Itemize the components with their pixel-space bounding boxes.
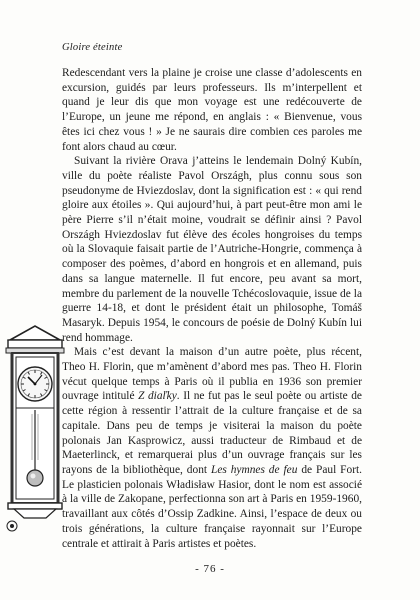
- page-number: - 76 -: [195, 563, 225, 575]
- paragraph-3-text-b: . Il ne fut pas le seul poète ou artiste de cette région à ressentir l’attrait de la culture française et de sa capitale. Dans peu de temps je visiterai la maison du poète polonais Jan Kasprowicz, aussi traducteur de Rimbaud et de Maeterlinck, et remarquerai plus d’un ouvrage français sur les rayons de la bibliothèque, dont: [62, 390, 362, 476]
- paragraph-3-text-c: de Paul Fort. Le plasticien polonais Władisław Hasior, dont le nom est associé à la ville de Zakopane, perfectionna son art à Paris en 1959-1960, travaillant aux côtés d’Ossip Zadkine. Ainsi, l’espace de deux ou trois générations, la culture française rayonnait sur l’Europe centrale et attirait à Paris artistes et poètes.: [62, 463, 362, 550]
- wall-clock-icon: [2, 322, 68, 532]
- paragraph-3: [62, 345, 362, 551]
- paragraph-3-text-a: Mais c’est devant la maison d’un autre poète, plus récent, Theo H. Florin, que m’amènent d’abord mes pas. Theo H. Florin vécut quelque temps à Paris où il publia en 1936 son premier ouvrage intitulé: [62, 346, 362, 403]
- body-text: [62, 66, 362, 551]
- running-head: Gloire éteinte: [62, 42, 123, 53]
- book-title-hymnes: Les hymnes de feu: [210, 463, 298, 476]
- ornament-stamp-icon: [7, 521, 17, 531]
- paragraph-1: Redescendant vers la plaine je croise une classe d’adolescents en excursion, guidés par leurs professeurs. Ils m’interpellent et quand je leur dis que mon voyage est une redécouverte de l’Europe, un jeune me répond, en anglais : « Bienvenue, vous êtes ici chez vous ! » Je ne saurais dire combien ces paroles me font alors chaud au cœur.: [62, 67, 362, 153]
- book-title-z-dialky: Z diaľky: [138, 390, 177, 403]
- paragraph-2: Suivant la rivière Orava j’atteins le lendemain Dolný Kubín, ville du poète réaliste Pavol Országh, plus connu sous son pseudonyme de Hviezdoslav, dont la signification est : « qui rend gloire aux étoiles ». Qui aujourd’hui, à part peut-être mon ami le père Pierre s’il n’était moine, voudrait se définir ainsi ? Pavol Országh Hviezdoslav fut élève des écoles hongroises du temps où la Slovaquie faisait partie de l’Autriche-Hongrie, commença à composer des poèmes, d’abord en hongrois et en allemand, puis dans sa langue maternelle. Il fut encore, peu avant sa mort, membre du parlement de la nouvelle Tchécoslovaquie, issue de la guerre 14-18, et dont le président était un philosophe, Tomáš Masaryk. Depuis 1954, le concours de poésie de Dolný Kubín lui rend hommage.: [62, 155, 362, 344]
